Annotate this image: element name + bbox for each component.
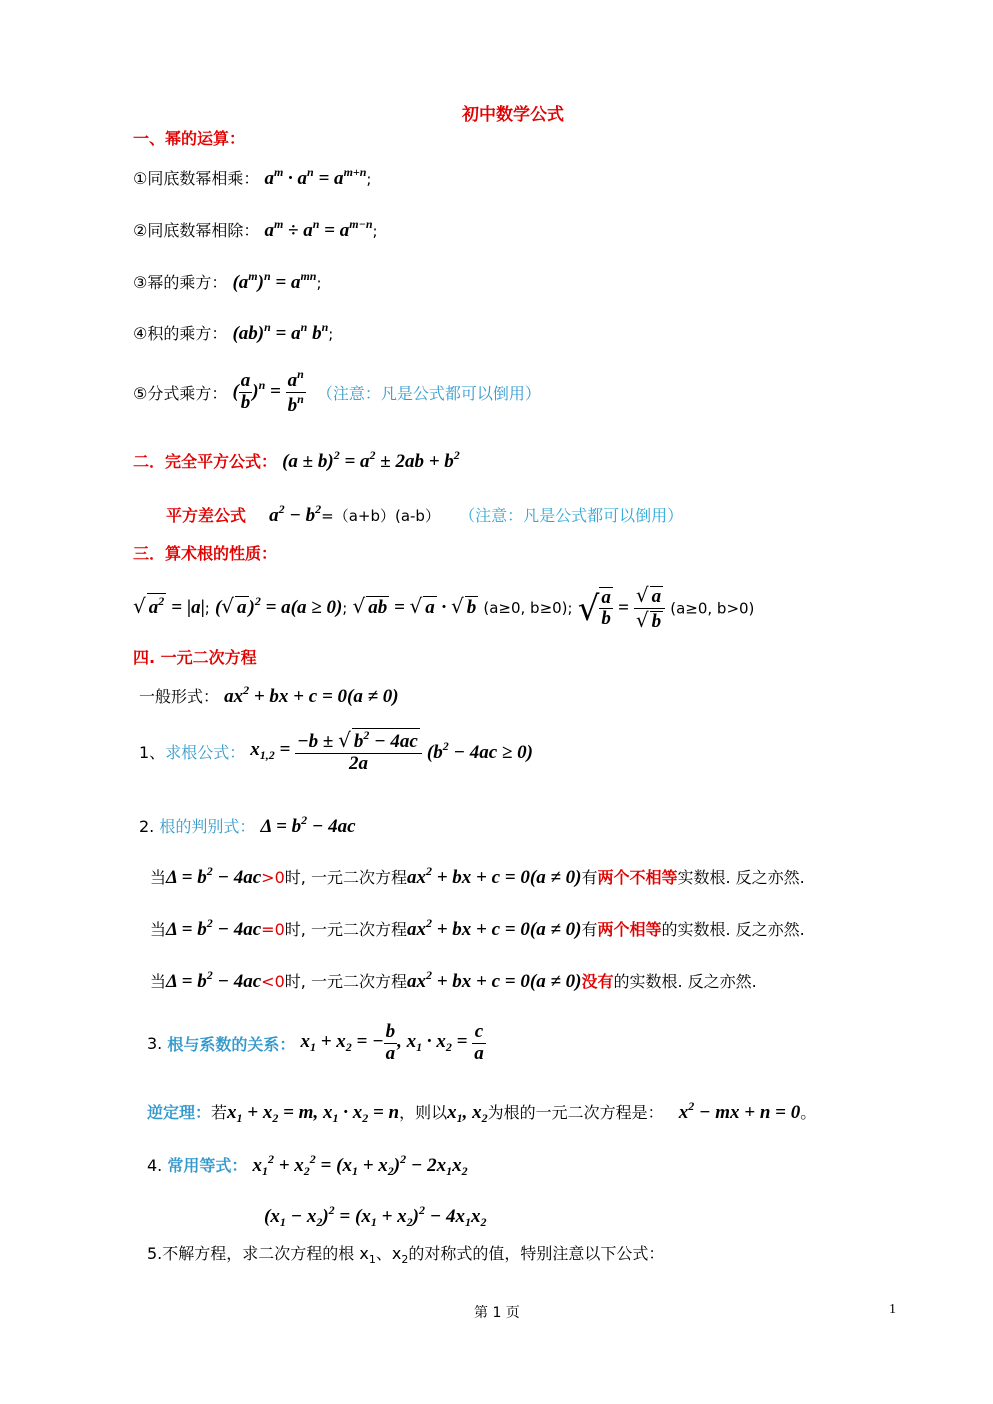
formula-row-2: ②同底数幂相除： $a^m \div a^n = a^{m-n}$; (133, 217, 378, 241)
sqrt-condition-1: (a≥0, b≥0) (483, 598, 568, 617)
item-5-text: 5.不解方程，求二次方程的根 x (147, 1244, 369, 1263)
section-4-heading: 四. 一元二次方程 (133, 648, 257, 667)
row-1-label: ①同底数幂相乘： (133, 169, 260, 188)
general-form-formula: $ax^2$ + bx + c = 0(a ≠ 0) (224, 683, 399, 707)
case-3-mid: 时, 一元二次方程 (284, 972, 407, 991)
item-3-label: 根与系数的关系： (167, 1034, 296, 1054)
case-3-sign: <0 (261, 972, 285, 991)
formula-row-3: ③幂的乘方： $(a^m)^n = a^{mn}$; (133, 269, 322, 293)
sqrt-condition-2: (a≥0, b>0) (670, 599, 755, 618)
case-1-highlight: 两个不相等 (597, 868, 678, 887)
formula-row-1: ①同底数幂相乘： $a^m \cdot a^n = a^{m+n}$; (133, 165, 372, 189)
item-1-number: 1、 (139, 742, 166, 762)
case-1-prefix: 当 (150, 868, 167, 887)
item-1-label: 求根公式： (165, 742, 246, 762)
case-1-have: 有 (581, 868, 598, 887)
common-identity-2: $(x_1 - x_2)^2 = (x_1 + x_2)^2 - 4x_1x_2$ (264, 1203, 487, 1229)
general-form-label: 一般形式： (139, 687, 220, 706)
case-2-tail: 的实数根. 反之亦然. (661, 920, 805, 939)
case-1-tail: 实数根. 反之亦然. (677, 868, 805, 887)
case-2-sign: =0 (261, 920, 285, 939)
discriminant-case-3: 当$\Delta = b^2 - 4ac<0$时, 一元二次方程$ax^2$ + bx + c = 0(a ≠ 0)没有的实数根. 反之亦然. (150, 968, 757, 992)
inverse-text-1: 若 (211, 1103, 228, 1122)
case-3-tail: 的实数根. 反之亦然. (613, 972, 757, 991)
page-title: 初中数学公式 (462, 105, 564, 125)
formula-row-5 (133, 368, 541, 417)
discriminant-case-2: 当$\Delta = b^2 - 4ac=0$时, 一元二次方程$ax^2$ + bx + c = 0(a ≠ 0)有两个相等的实数根. 反之亦然. (150, 916, 805, 940)
item-5-mid: 、x (375, 1244, 402, 1263)
footer-page-label: 第 1 页 (474, 1305, 520, 1321)
difference-of-squares-tail: =（a+b）(a-b） (321, 507, 440, 525)
inverse-theorem-line: 逆定理：若$x_1 + x_2 = m$, $x_1 \cdot x_2 = n$，则以$x_1$, $x_2$为根的一元二次方程是： $x^2$ − mx + n = 0。 (147, 1099, 817, 1125)
quadratic-formula-fraction: $\frac{-b \pm √ b^2 - 4ac}{2a}$ (295, 728, 422, 775)
formula-2: $a^m \div a^n = a^{m-n}$ (264, 217, 373, 241)
discriminant-line: 2. 根的判别式： $\Delta = b^2 - 4ac$ (139, 813, 356, 837)
case-2-mid: 时, 一元二次方程 (284, 920, 407, 939)
perfect-square-formula: $(a \pm b)^2 = a^2 \pm 2ab + b^2$ (282, 448, 460, 472)
row-5-label: ⑤分式乘方： (133, 383, 228, 403)
item-2-number: 2. (139, 817, 155, 836)
item-4-label: 常用等式： (167, 1156, 248, 1175)
case-3-highlight: 没有 (581, 972, 614, 991)
formula-3: $(a^m)^n = a^{mn}$ (232, 269, 317, 293)
item-4-number: 4. (147, 1156, 163, 1175)
inverse-text-2: ，则以 (399, 1103, 448, 1122)
item-5-tail: 的对称式的值，特别注意以下公式： (408, 1244, 665, 1263)
row-2-label: ②同底数幂相除： (133, 221, 260, 240)
case-1-mid: 时, 一元二次方程 (284, 868, 407, 887)
row-3-label: ③幂的乘方： (133, 273, 228, 292)
section-2-line (133, 448, 460, 473)
formula-5: ( $\frac{a}{b}$ )$^n$ = $\frac{a^n}{b^n}$ (232, 367, 304, 416)
case-2-have: 有 (581, 920, 598, 939)
sqrt-properties-line: √ $a^2 = |a|$; (√ a )$^2$ = a(a ≥ 0); √ ab = √ a · √ b (a≥0, b≥0); √ $\frac{a}{b}$ = $\frac{√ a}{√ b}$ (a≥0, b>0) (133, 583, 755, 632)
section-1-note: （注意：凡是公式都可以倒用） (316, 383, 541, 403)
quadratic-formula-line: 1、求根公式： $x_{1,2}$ = $\frac{-b \pm √ b^2 - 4ac}{2a}$ $(b^2 - 4ac \ge 0)$ (139, 728, 533, 774)
item-2-label: 根的判别式： (159, 817, 256, 836)
common-identities-line: 4. 常用等式： $x_1^2 + x_2^2 = (x_1 + x_2)^2 - 2x_1x_2$ (147, 1152, 468, 1178)
difference-of-squares-label: 平方差公式 (166, 506, 247, 525)
inverse-theorem-label: 逆定理： (147, 1103, 212, 1122)
sqrt-a-squared: $a^2$ (148, 593, 165, 618)
formula-1: $a^m \cdot a^n = a^{m+n}$ (264, 165, 367, 189)
general-form-line (139, 683, 399, 708)
inverse-text-3: 为根的一元二次方程是： (487, 1103, 664, 1122)
section-3-heading: 三．算术根的性质： (133, 544, 278, 563)
difference-of-squares-line (166, 502, 683, 527)
vieta-line: 3. 根与系数的关系： $x_1 + x_2$ = − $\frac{b}{a}$ , $x_1 \cdot x_2$ = $\frac{c}{a}$ (147, 1021, 484, 1064)
section-1-heading: 一、幂的运算： (133, 129, 246, 148)
item-3-number: 3. (147, 1033, 163, 1053)
formula-4: $(ab)^n = a^n$ $b^n$ (232, 320, 329, 344)
section-2-heading: 二．完全平方公式： (133, 452, 278, 471)
discriminant-case-1: 当$\Delta = b^2 - 4ac>0$时, 一元二次方程$ax^2$ + bx + c = 0(a ≠ 0)有两个不相等实数根. 反之亦然. (150, 864, 805, 888)
case-3-prefix: 当 (150, 972, 167, 991)
case-1-sign: >0 (261, 868, 285, 887)
item-5-line: 5.不解方程，求二次方程的根 $x_1$、$x_2$的对称式的值，特别注意以下公式： (147, 1244, 665, 1266)
case-2-prefix: 当 (150, 920, 167, 939)
case-2-highlight: 两个相等 (597, 920, 662, 939)
footer-page-number: 1 (889, 1302, 896, 1317)
formula-row-4: ④积的乘方： $(ab)^n = a^n$ $b^n$; (133, 320, 334, 344)
section-2-note: （注意：凡是公式都可以倒用） (459, 506, 684, 525)
row-4-label: ④积的乘方： (133, 324, 228, 343)
difference-of-squares-formula: $a^2 - b^2$ (269, 502, 322, 526)
